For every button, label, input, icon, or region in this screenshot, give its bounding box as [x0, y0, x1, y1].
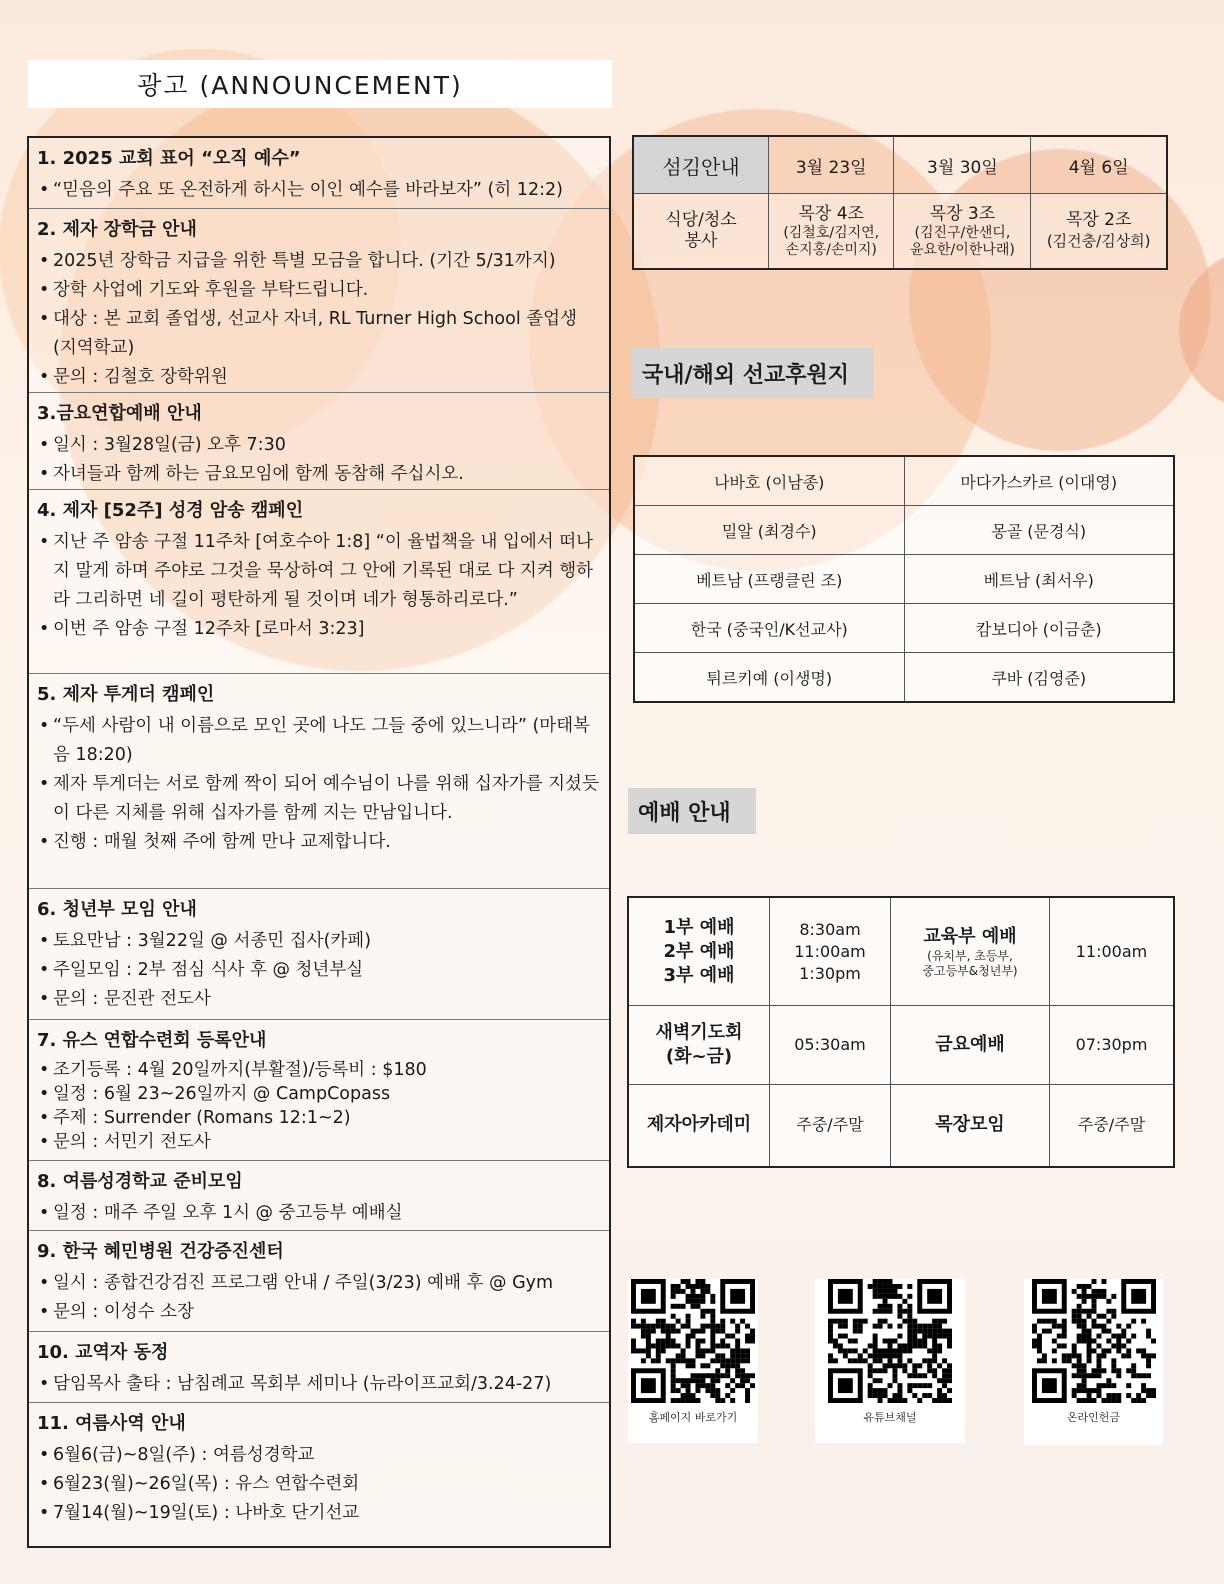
announcement-2 — [29, 208, 609, 392]
announcement-title: 3.금요연합예배 안내 — [37, 403, 202, 424]
mission-section-label — [632, 348, 874, 398]
page-title: 광고 (ANNOUNCEMENT) — [137, 71, 463, 100]
announcement-item: • 진행 : 매월 첫째 주에 함께 만나 교제합니다. — [37, 828, 599, 857]
mission-cell: 쿠바 (김영준) — [904, 653, 1174, 703]
serving-row-label-line: 봉사 — [684, 231, 718, 251]
announcement-item: • “믿음의 주요 또 온전하게 하시는 이인 예수를 바라보자” (히 12:2) — [37, 176, 599, 205]
serving-members: 윤요한/이한나래) — [909, 241, 1015, 258]
edu-worship-cell — [891, 897, 1050, 1006]
mission-cell: 베트남 (프랭클린 조) — [634, 555, 904, 604]
academy-time: 주중/주말 — [770, 1084, 891, 1167]
edu-worship-sub: 중고등부&청년부) — [922, 963, 1018, 978]
worship-section-label — [628, 788, 756, 834]
announcement-5 — [29, 673, 609, 888]
announcement-3 — [29, 392, 609, 489]
serving-team-cell — [894, 194, 1031, 270]
announcement-item: • 6월6(금)~8일(주) : 여름성경학교 — [37, 1441, 599, 1470]
announcement-item: • 대상 : 본 교회 졸업생, 선교사 자녀, RL Turner High School 졸업생 (지역학교) — [37, 305, 599, 363]
announcement-9 — [29, 1230, 609, 1331]
serving-members: (김철호/김지연, — [783, 224, 880, 241]
mission-table — [633, 455, 1175, 703]
edu-worship-name: 교육부 예배 — [923, 925, 1017, 947]
announcement-item: • 이번 주 암송 구절 12주차 [로마서 3:23] — [37, 615, 599, 644]
announcement-item: • 주일모임 : 2부 점심 식사 후 @ 청년부실 — [37, 956, 599, 985]
announcement-item: • 장학 사업에 기도와 후원을 부탁드립니다. — [37, 276, 599, 305]
cell-meeting-time: 주중/주말 — [1050, 1084, 1175, 1167]
serving-team-cell — [769, 194, 894, 270]
worship-times-cell — [770, 897, 891, 1006]
announcement-title: 6. 청년부 모임 안내 — [37, 899, 197, 920]
announcement-item: • 일시 : 종합건강검진 프로그램 안내 / 주일(3/23) 예배 후 @ Gym — [37, 1269, 599, 1298]
announcement-title: 11. 여름사역 안내 — [37, 1413, 186, 1434]
announcement-6 — [29, 888, 609, 1019]
announcement-title: 1. 2025 교회 표어 “오직 예수” — [37, 148, 301, 169]
worship-time: 8:30am — [799, 919, 861, 939]
dawn-prayer-days: (화~금) — [665, 1046, 733, 1068]
mission-cell: 몽골 (문경식) — [904, 506, 1174, 555]
announcement-item: • 제자 투게더는 서로 함께 짝이 되어 예수님이 나를 위해 십자가를 지셨듯이 다른 지체를 위해 십자가를 함께 지는 만남입니다. — [37, 770, 599, 828]
mission-cell: 나바호 (이남종) — [634, 456, 904, 506]
announcement-title: 8. 여름성경학교 준비모임 — [37, 1171, 243, 1192]
serving-members: (김진구/한샌디, — [914, 224, 1011, 241]
announcement-title: 2. 제자 장학금 안내 — [37, 219, 197, 240]
worship-services-cell — [628, 897, 770, 1006]
announcement-4 — [29, 489, 609, 673]
dawn-prayer-name: 새벽기도회 — [655, 1022, 743, 1044]
qr-caption: 유튜브채널 — [863, 1411, 917, 1424]
announcement-item: • 조기등록 : 4월 20일까지(부활절)/등록비 : $180 — [37, 1058, 599, 1082]
worship-table — [627, 896, 1175, 1168]
announcement-item: • 6월23(월)~26일(목) : 유스 연합수련회 — [37, 1470, 599, 1499]
worship-label: 예배 안내 — [638, 800, 731, 826]
announcements-box — [27, 136, 611, 1548]
announcement-10 — [29, 1331, 609, 1402]
announcement-title: 10. 교역자 동정 — [37, 1342, 169, 1363]
serving-date: 4월 6일 — [1031, 136, 1167, 194]
announcement-title: 4. 제자 [52주] 성경 암송 캠페인 — [37, 500, 304, 521]
mission-cell: 밀알 (최경수) — [634, 506, 904, 555]
announcement-item: • 토요만남 : 3월22일 @ 서종민 집사(카페) — [37, 927, 599, 956]
mission-cell: 베트남 (최서우) — [904, 555, 1174, 604]
worship-service: 2부 예배 — [663, 940, 735, 962]
serving-members: 손지홍/손미지) — [785, 241, 877, 258]
announcement-title: 9. 한국 혜민병원 건강증진센터 — [37, 1241, 284, 1262]
announcement-item: • 일정 : 6월 23~26일까지 @ CampCopass — [37, 1082, 599, 1106]
serving-team: 목장 2조 — [1065, 210, 1132, 230]
friday-worship-time: 07:30pm — [1050, 1006, 1175, 1085]
edu-worship-sub: (유치부, 초등부, — [927, 948, 1013, 963]
worship-service: 1부 예배 — [663, 916, 735, 938]
announcement-item: • “두세 사람이 내 이름으로 모인 곳에 나도 그들 중에 있느니라” (마태복음 18:20) — [37, 712, 599, 770]
announcement-item: • 일정 : 매주 주일 오후 1시 @ 중고등부 예배실 — [37, 1199, 599, 1228]
announcement-item: • 일시 : 3월28일(금) 오후 7:30 — [37, 431, 599, 460]
serving-team: 목장 4조 — [798, 203, 864, 224]
serving-table — [632, 135, 1168, 270]
announcement-item: • 문의 : 김철호 장학위원 — [37, 363, 599, 392]
friday-worship-name: 금요예배 — [891, 1006, 1050, 1085]
page-title-bar — [28, 60, 612, 108]
qr-code-icon — [631, 1279, 755, 1403]
worship-service: 3부 예배 — [663, 964, 735, 986]
mission-cell: 튀르키예 (이생명) — [634, 653, 904, 703]
announcement-item: • 문의 : 이성수 소장 — [37, 1298, 599, 1327]
worship-time: 11:00am — [794, 941, 866, 961]
serving-team: 목장 3조 — [929, 203, 996, 224]
announcement-8 — [29, 1160, 609, 1230]
announcement-item: • 지난 주 암송 구절 11주차 [여호수아 1:8] “이 율법책을 내 입에서 떠나지 말게 하며 주야로 그것을 묵상하여 그 안에 기록된 대로 다 지켜 행하라 그리하면 네 길이 평탄하게 될 것이며 네가 형통하리로다.” — [37, 528, 599, 615]
announcement-title: 5. 제자 투게더 캠페인 — [37, 684, 215, 705]
qr-homepage[interactable] — [628, 1279, 758, 1443]
qr-caption: 홈페이지 바로가기 — [648, 1411, 738, 1424]
announcement-7 — [29, 1019, 609, 1160]
announcement-1 — [29, 138, 609, 208]
announcement-item: • 담임목사 출타 : 남침례교 목회부 세미나 (뉴라이프교회/3.24-27) — [37, 1370, 599, 1399]
cell-meeting-name: 목장모임 — [891, 1084, 1050, 1167]
qr-code-icon — [1032, 1279, 1156, 1403]
mission-cell: 마다가스카르 (이대영) — [904, 456, 1174, 506]
announcement-item: • 주제 : Surrender (Romans 12:1~2) — [37, 1106, 599, 1130]
serving-date: 3월 23일 — [769, 136, 894, 194]
announcement-11 — [29, 1402, 609, 1546]
announcement-item: • 문의 : 서민기 전도사 — [37, 1130, 599, 1154]
qr-code-icon — [828, 1279, 952, 1403]
mission-cell: 캄보디아 (이금춘) — [904, 604, 1174, 653]
announcement-item: • 문의 : 문진관 전도사 — [37, 985, 599, 1014]
academy-name: 제자아카데미 — [628, 1084, 770, 1167]
announcement-item: • 자녀들과 함께 하는 금요모임에 함께 동참해 주십시오. — [37, 460, 599, 489]
serving-row-label — [633, 194, 769, 270]
edu-worship-time: 11:00am — [1050, 897, 1175, 1006]
dawn-prayer-cell — [628, 1006, 770, 1085]
announcement-item: • 7월14(월)~19일(토) : 나바호 단기선교 — [37, 1499, 599, 1528]
qr-youtube[interactable] — [815, 1279, 965, 1443]
serving-team-cell — [1031, 194, 1167, 270]
worship-time: 1:30pm — [799, 963, 861, 983]
serving-label: 섬김안내 — [633, 136, 769, 194]
dawn-prayer-time: 05:30am — [770, 1006, 891, 1085]
serving-date: 3월 30일 — [894, 136, 1031, 194]
mission-label: 국내/해외 선교후원지 — [642, 362, 849, 388]
serving-row-label-line: 식당/청소 — [665, 210, 737, 230]
qr-caption: 온라인헌금 — [1066, 1411, 1121, 1424]
announcement-title: 7. 유스 연합수련회 등록안내 — [37, 1030, 267, 1051]
mission-cell: 한국 (중국인/K선교사) — [634, 604, 904, 653]
qr-online-offering[interactable] — [1024, 1279, 1163, 1445]
serving-members: (김건충/김상희) — [1046, 232, 1151, 250]
announcement-item: • 2025년 장학금 지급을 위한 특별 모금을 합니다. (기간 5/31까지) — [37, 247, 599, 276]
